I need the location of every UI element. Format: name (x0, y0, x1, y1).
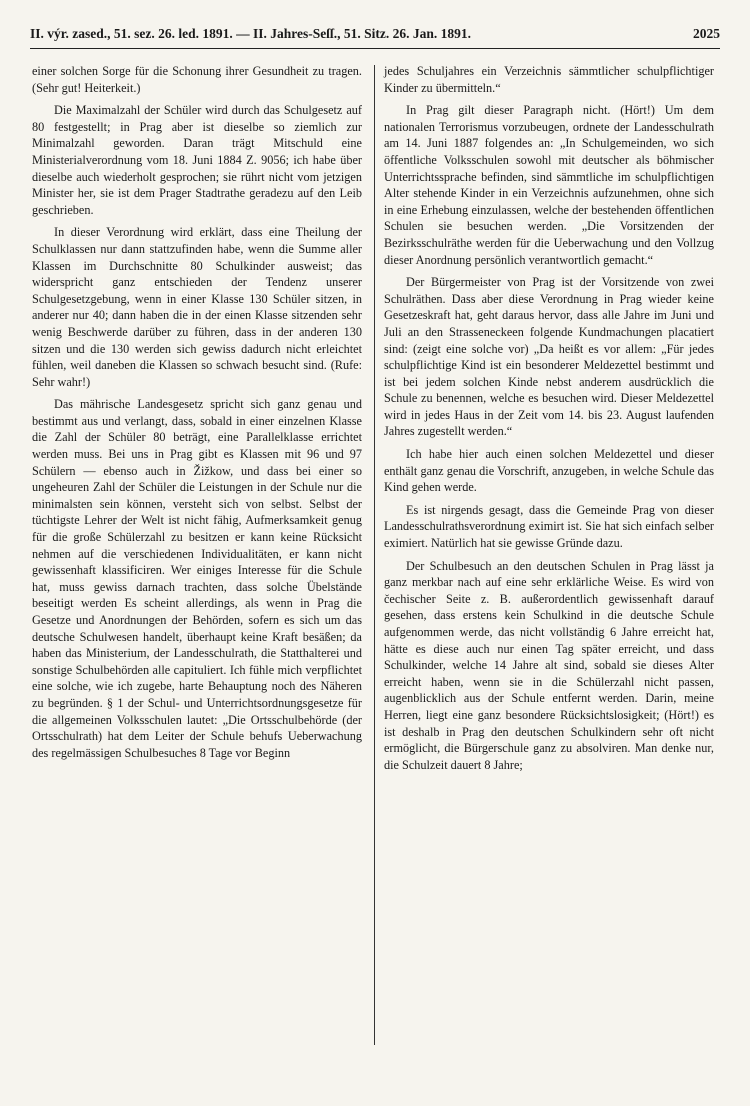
paragraph: Das mährische Landesgesetz spricht sich ganz genau und bestimmt aus und verlangt, dass, sobald in einer einzelnen Klasse die Zahl der Schüler 80 beträgt, eine Parallelklasse errichtet werden muss. Bei uns in Prag gibt es Klassen mit 96 und 97 Schülern — ebenso auch in Žižkow, und dass bei einer so ungeheuren Zahl der Schüler die Leistungen in der Schule nur die minimalsten sein können, versteht sich von selbst. Selbst der tüchtigste Lehrer der Welt ist nicht fähig, Aufmerksamkeit genug für die große Schülerzahl zu besitzen er kann keine Rücksicht nehmen auf die verschiedenen Individualitäten, er kann nicht gewissenhaft klassificiren. Wer einiges Interesse für die Schule hat, muss gewiss darnach trachten, dass solche Übelstände beseitigt werden Es scheint allerdings, als wenn in Prag die Gesetze und Anordnungen der Behörden, sofern es sich um das deutsche Schulwesen handelt, überhaupt keine Kraft besäßen; da haben das Ministerium, der Landesschulrath, die Statthalterei und sonstige Schulbehörden alle capituliert. Ich fühle mich verpflichtet eine solche, wie ich zugebe, harte Behauptung noch des Näheren zu begründen. § 1 der Schul- und Unterrichtsordnungsgesetze für die allgemeinen Volksschulen lautet: „Die Ortsschulbehörde (der Ortsschulrath) hat dem Leiter der Schule behufs Ueberwachung des regelmässigen Schulbesuches 8 Tage vor Beginn (32, 397, 362, 760)
paragraph: jedes Schuljahres ein Verzeichnis sämmtlicher schulpflichtiger Kinder zu übermitteln.“ (384, 64, 714, 95)
running-header (30, 22, 720, 49)
paragraph: Der Bürgermeister von Prag ist der Vorsitzende von zwei Schulräthen. Dass aber diese Verordnung in Prag wieder keine Gesetzeskraft hat, geht daraus hervor, dass alle Jahre im Juni und Juli an den Strasseneckeen folgende Kundmachungen placatiert sind: (zeigt eine solche vor) „Da heißt es vor allem: „Für jedes schulpflichtige Kind ist ein besonderer Meldezettel bestimmt und ist bei jedem solchen Kinde nebst anderem ausdrücklich die Schule zu benennen, welche es besuchen wird. Dieser Meldezettel wird in jedes Haus in der Zeit vom 14. bis 23. August laufenden Jahres zugestellt werden.“ (384, 275, 714, 439)
paragraph: Ich habe hier auch einen solchen Meldezettel und dieser enthält ganz genau die Vorschrift, anzugeben, in welche Schule das Kind gehen werde. (384, 447, 714, 495)
paragraph: einer solchen Sorge für die Schonung ihrer Gesundheit zu tragen. (Sehr gut! Heiterkeit.) (32, 64, 362, 95)
page-number: 2025 (693, 26, 720, 41)
paragraph: Der Schulbesuch an den deutschen Schulen in Prag lässt ja ganz merkbar nach auf eine sehr erklärliche Weise. Es wird von čechischer Seite z. B. außerordentlich gewissenhaft darauf gesehen, dass erstens kein Schulkind in die deutsche Schule aufgenommen werde, das nicht vollständig 6 Jahre erreicht hat, hätte es diese auch nur einen Tag später erreicht, und dass Schulkinder, welche 14 Jahre alt sind, sobald sie dieses Alter erreicht haben, wenn sie in die Schülerzahl nicht passen, augenblicklich aus der Schule entfernt werden. Darin, meine Herren, liegt eine ganz besondere Rücksichtslosigkeit; (Hört!) es ist deshalb in Prag den deutschen Schulkindern sehr oft nicht ermöglicht, die Bürgerschule ganz zu absolviren. Man denke nur, die Schulzeit dauert 8 Jahre; (384, 558, 714, 772)
paragraph: Die Maximalzahl der Schüler wird durch das Schulgesetz auf 80 festgestellt; in Prag aber ist dieselbe so ziemlich zur Minimalzahl geworden. Daran trägt Mitschuld eine Ministerialverordnung vom 18. Juni 1884 Z. 9056; ich habe über dieselbe auch wiederholt gesprochen; sie rührt nicht vom jetzigen Minister her, sie ist dem Prager Stadtrathe geradezu auf den Leib geschrieben. (32, 103, 362, 217)
column-divider (374, 65, 375, 1045)
header-session-info: II. výr. zased., 51. sez. 26. led. 1891. — II. Jahres-Seſſ., 51. Sitz. 26. Jan. 1891. (30, 26, 472, 41)
left-column (32, 63, 362, 767)
paragraph: Es ist nirgends gesagt, dass die Gemeinde Prag von dieser Landesschulrathsverordnung eximirt ist. Sie hat sich einfach selber eximiert. Natürlich hat sie gewisse Gründe dazu. (384, 502, 714, 551)
paragraph: In Prag gilt dieser Paragraph nicht. (Hört!) Um dem nationalen Terrorismus vorzubeugen, ordnete der Landesschulrath am 14. Juni 1887 folgendes an: „In Schulgemeinden, wo sich öffentliche Volksschulen sowohl mit deutscher als böhmischer Unterrichtssprache befinden, sind sämmtliche im schulpflichtigen Alter stehende Kinder in ein Verzeichnis aufzunehmen, ohne sich in eine Erhebung einzulassen, welche der bestehenden öffentlichen Schulen sie besuchen werden. „Die Vorsitzenden der Bezirksschulräthe werden für die Ueberwachung und den Vollzug dieser Anordnung persönlich verantwortlich gemacht.“ (384, 103, 714, 267)
right-column (384, 63, 714, 779)
paragraph: In dieser Verordnung wird erklärt, dass eine Theilung der Schulklassen nur dann stattzufinden habe, wenn die Summe aller Klassen im Durchschnitte 80 Schulkinder ausweist; das widerspricht ganz entschieden der Tendenz unserer Schulgesetzgebung, wenn in einer Klasse 130 Schüler sitzen, in anderer nur 40; dann haben die in der einen Klasse sitzenden sehr wenig Beschwerde darüber zu führen, dass in der anderen 130 sitzen und die 130 werden sich gewiss dadurch nicht erleichtet fühlen, weil daneben die Klassen so schwach besucht sind. (Rufe: Sehr wahr!) (32, 225, 362, 389)
